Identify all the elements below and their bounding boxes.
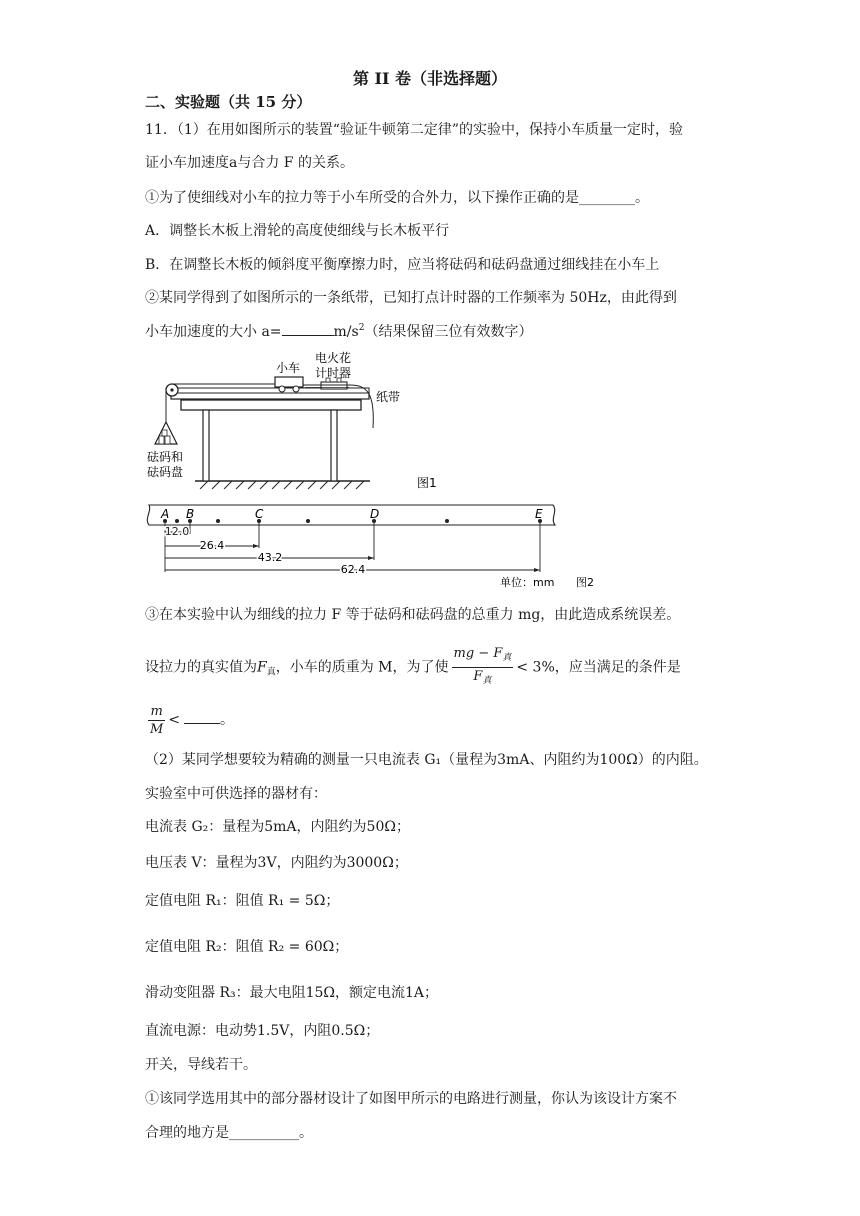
timer-label-1: 电火花 [315,351,352,365]
q11-line-5: 小车加速度的大小 $a= m/s^2$（结果保留三位有效数字） [145,323,533,340]
weight-label-2: 砝码盘 [147,465,184,479]
car-label: 小车 [276,361,301,375]
experiment-figure [145,348,615,598]
equipment-r3: 滑动变阻器 R₃：最大电阻15Ω，额定电流1A； [145,985,439,1001]
accel-prompt: 小车加速度的大小 a= [145,324,282,340]
answer-blank[interactable] [282,321,334,336]
mass-ratio: $\frac{m}{M}$ [150,703,164,737]
q11-line-6: ③在本实验中认为细线的拉力 F 等于砝码和砝码盘的总重力 mg，由此造成系统误差。 [145,607,681,623]
point-e-label: E [535,507,543,521]
dim-ad: 43.2 [257,551,283,564]
q11-line-4: ②某同学得到了如图所示的一条纸带，已知打点计时器的工作频率为 50Hz，由此得到 [145,290,677,306]
accel-note: （结果保留三位有效数字） [364,324,533,340]
point-c-label: C [255,507,264,521]
equipment-r2: 定值电阻 R₂：阻值 R₂ = 60Ω； [145,939,349,955]
point-b-label: B [186,507,195,521]
equipment-switch: 开关，导线若干。 [145,1057,257,1073]
dim-ab: 12.0 [164,525,190,538]
q11-line-8: $\frac{m}{M}$ < 。 [150,703,235,737]
option-a: A．调整长木板上滑轮的高度使细线与长木板平行 [145,223,450,239]
dim-ae: 62.4 [340,563,366,576]
figure-2-caption: 图2 [576,576,594,589]
condition-blank[interactable] [184,709,220,724]
weight-label-1: 砝码和 [147,450,184,464]
dim-ac: 26.4 [199,539,225,552]
section-heading: 二、实验题（共 15 分） [145,93,312,111]
unit-label: 单位：mm [500,576,555,589]
error-fraction: $\frac{mg - F_真}{F_真}$ [453,646,512,686]
q11-line-7: 设拉力的真实值为$F_真$，小车的质重为 M，为了使 $\frac{mg - F_真}{F_真}$ < 3%，应当满足的条件是 [145,645,681,685]
equipment-r1: 定值电阻 R₁：阻值 R₁ = 5Ω； [145,893,340,909]
equipment-g2: 电流表 G₂：量程为5mA，内阻约为50Ω； [145,819,410,835]
condition-tail: < 3%，应当满足的条件是 [516,659,681,676]
true-value-prompt: 设拉力的真实值为 [145,659,257,676]
q11-line-1: 11．（1）在用如图所示的装置“验证牛顿第二定律”的实验中，保持小车质量一定时，验 [145,122,684,138]
point-d-label: D [370,507,380,521]
figure-1-caption: 图1 [417,476,437,490]
q11-line-2: 证小车加速度a与合力 F 的关系。 [145,155,354,171]
part2-q1-line-2: 合理的地方是__________。 [145,1125,313,1141]
part2-line-2: 实验室中可供选择的器材有： [145,786,327,802]
equipment-voltmeter: 电压表 V：量程为3V，内阻约为3000Ω； [145,855,408,871]
tape-label: 纸带 [376,390,401,404]
page-title: 第 II 卷（非选择题） [352,69,508,88]
q11-line-3: ①为了使细线对小车的拉力等于小车所受的合外力，以下操作正确的是________。 [145,190,649,206]
less-than: < [168,712,181,728]
point-a-label: A [161,507,170,521]
condition-prompt: ，小车的质重为 M，为了使 [275,659,449,676]
option-b: B．在调整长木板的倾斜度平衡摩擦力时，应当将砝码和砝码盘通过细线挂在小车上 [145,257,660,273]
equipment-source: 直流电源：电动势1.5V，内阻0.5Ω； [145,1023,380,1039]
accel-unit: m/s [333,324,359,340]
part2-line-1: （2）某同学想要较为精确的测量一只电流表 G₁（量程为3mA、内阻约为100Ω）的内阻。 [145,752,708,768]
apparatus-diagram [145,348,615,594]
timer-label-2: 计时器 [315,366,352,380]
part2-q1-line-1: ①该同学选用其中的部分器材设计了如图甲所示的电路进行测量，你认为该设计方案不 [145,1091,677,1107]
